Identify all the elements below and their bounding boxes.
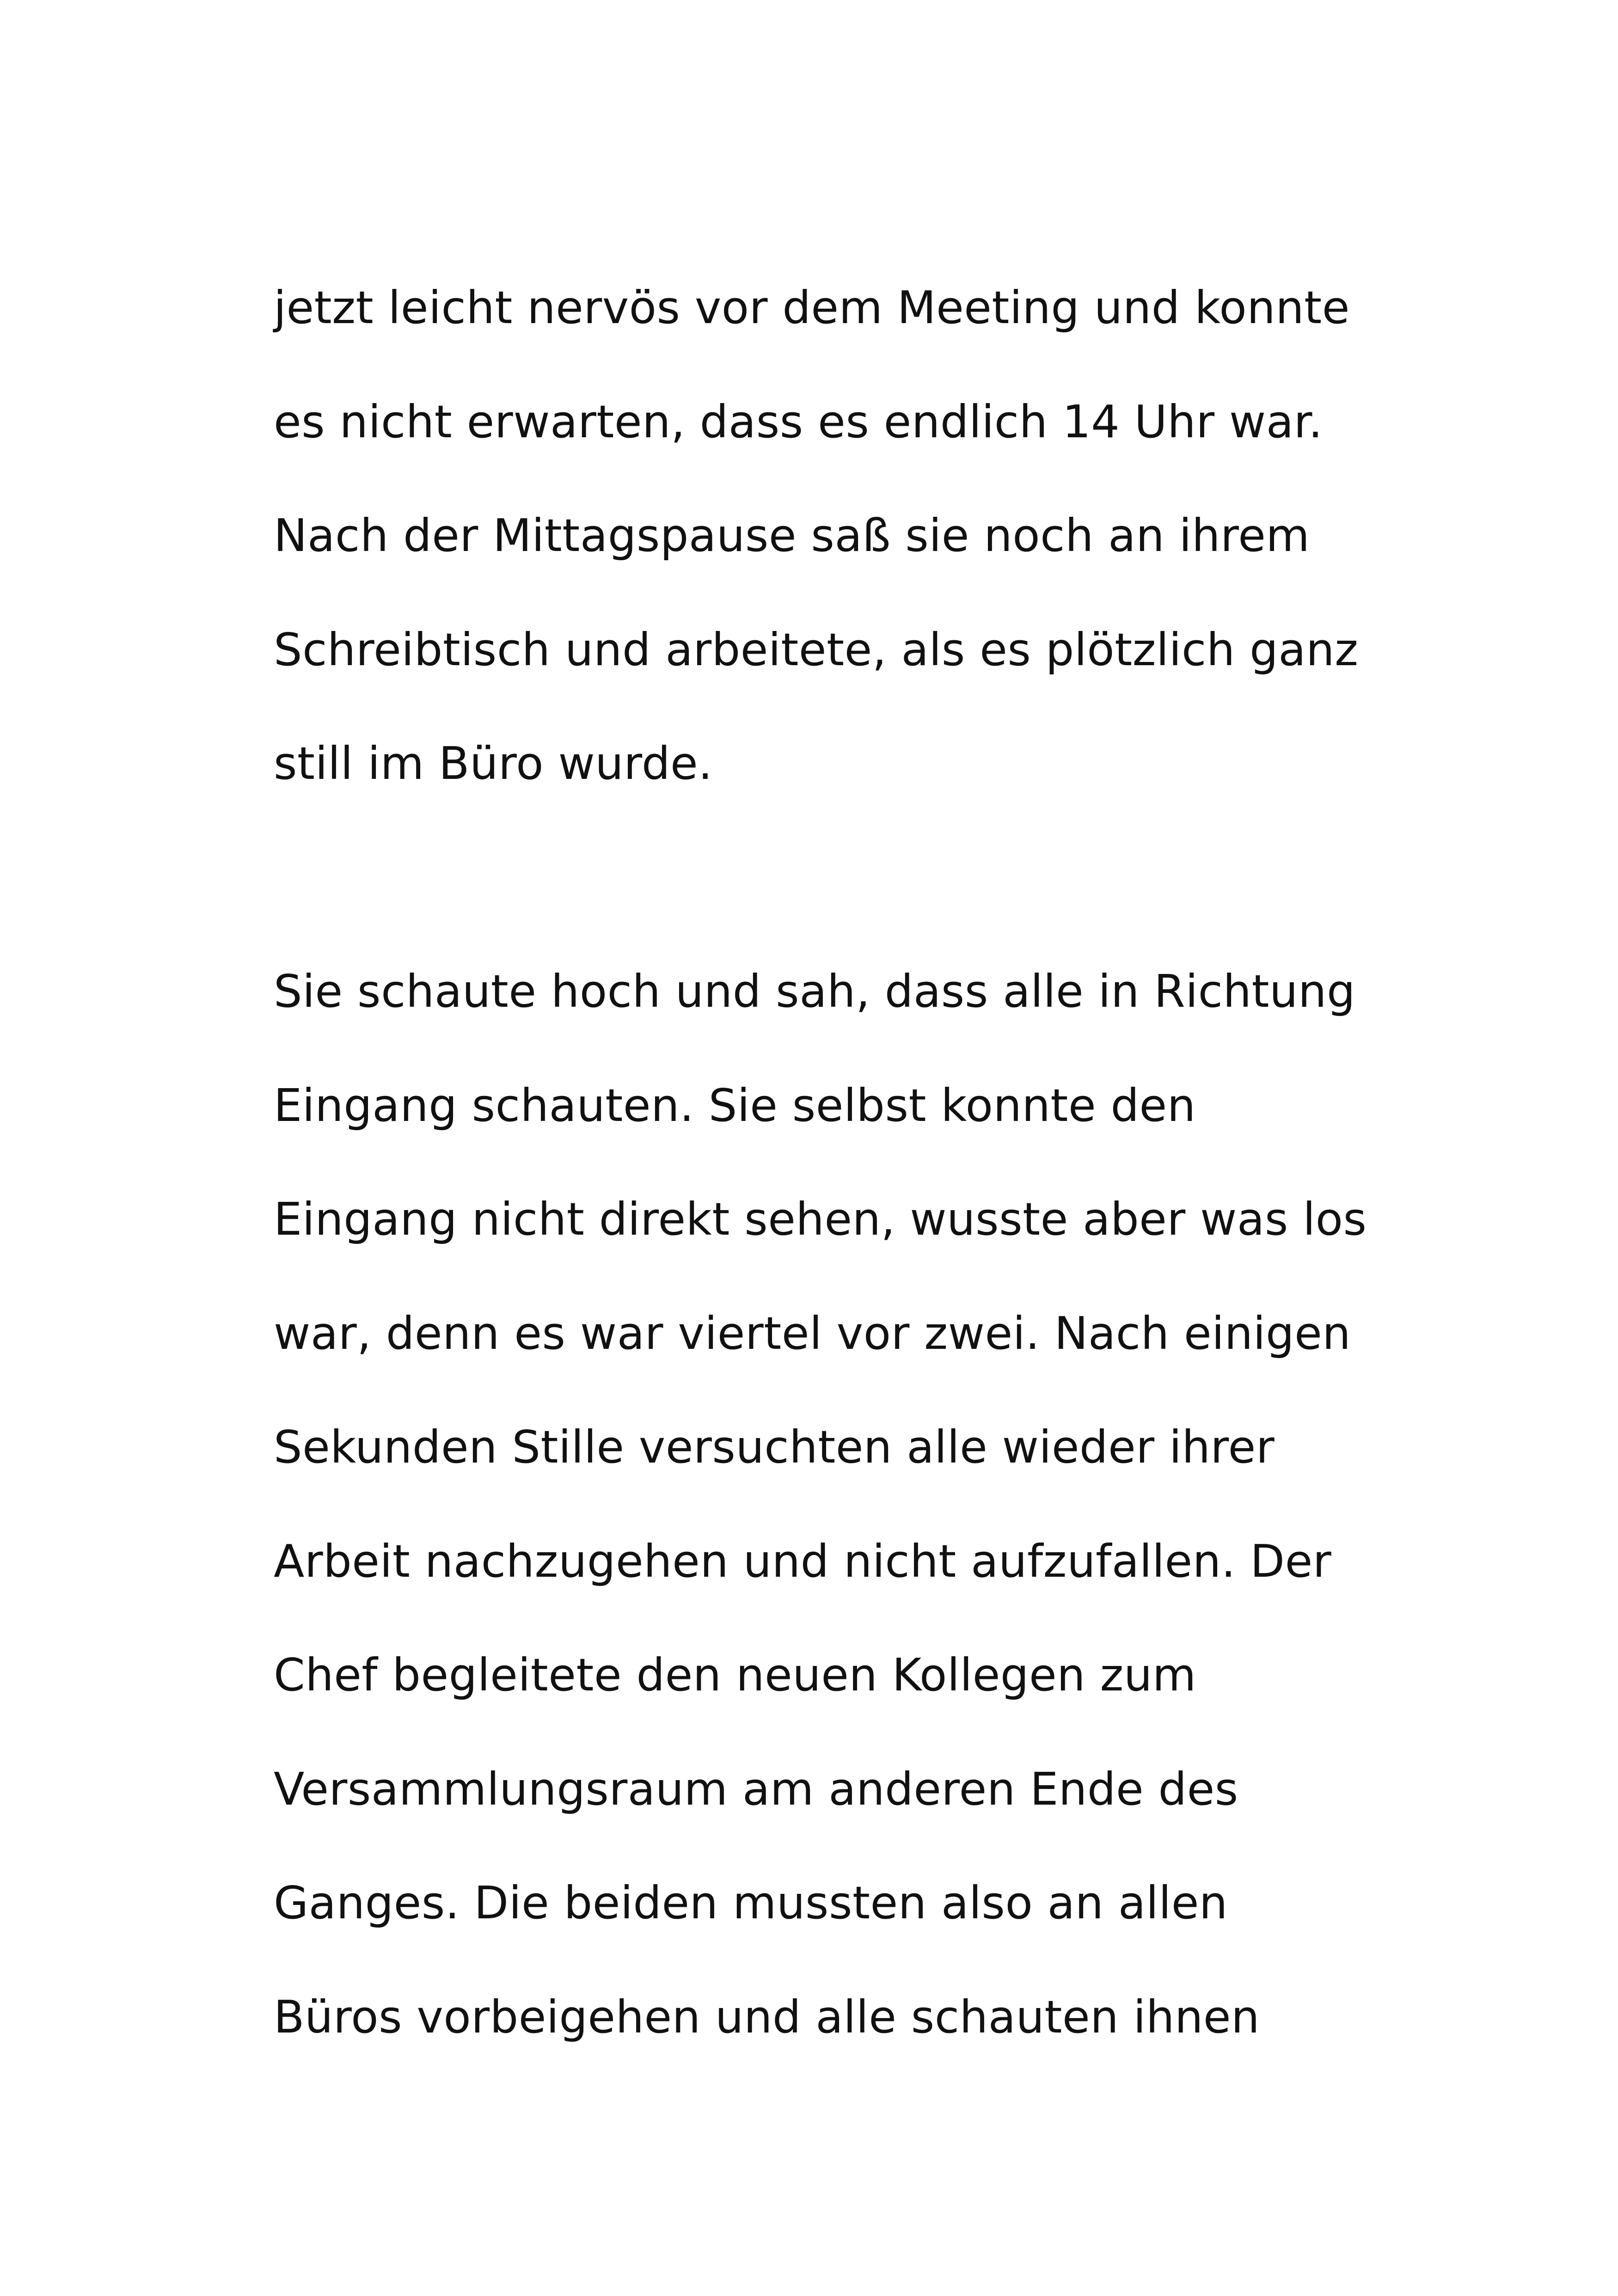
- text-line: war, denn es war viertel vor zwei. Nach einigen: [274, 1307, 1351, 1359]
- text-line: Chef begleitete den neuen Kollegen zum: [274, 1649, 1196, 1701]
- text-line: Büros vorbeigehen und alle schauten ihnen: [274, 1991, 1260, 2043]
- text-line: Ganges. Die beiden mussten also an allen: [274, 1877, 1228, 1929]
- text-line: Arbeit nachzugehen und nicht aufzufallen. Der: [274, 1535, 1332, 1587]
- text-line: Nach der Mittagspause saß sie noch an ihrem: [274, 509, 1310, 562]
- text-line: Schreibtisch und arbeitete, als es plötzlich ganz: [274, 624, 1359, 676]
- text-line: Sekunden Stille versuchten alle wieder ihrer: [274, 1421, 1275, 1473]
- text-line: jetzt leicht nervös vor dem Meeting und konnte: [274, 282, 1350, 334]
- text-line: Versammlungsraum am anderen Ende des: [274, 1763, 1238, 1815]
- text-line: still im Büro wurde.: [274, 737, 713, 790]
- text-line: es nicht erwarten, dass es endlich 14 Uhr war.: [274, 396, 1323, 448]
- text-line: Eingang nicht direkt sehen, wusste aber was los: [274, 1193, 1367, 1245]
- text-line: Eingang schauten. Sie selbst konnte den: [274, 1079, 1196, 1132]
- text-line: Sie schaute hoch und sah, dass alle in Richtung: [274, 965, 1356, 1017]
